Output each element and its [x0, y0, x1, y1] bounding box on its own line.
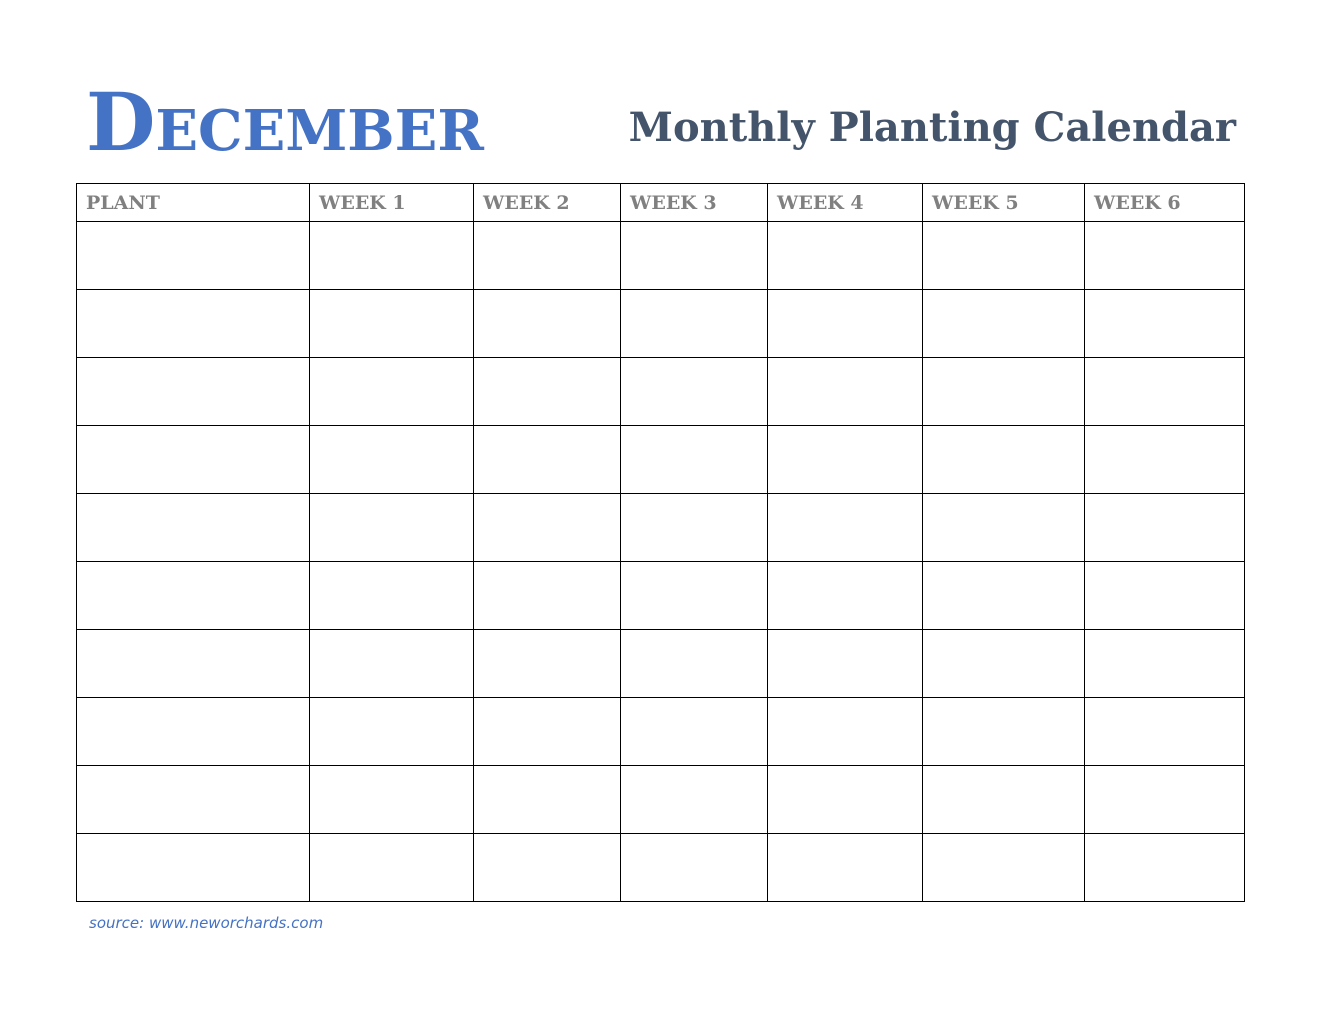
week-cell[interactable] — [621, 358, 768, 426]
plant-cell[interactable] — [77, 426, 310, 494]
week-cell[interactable] — [621, 834, 768, 902]
week-cell[interactable] — [621, 630, 768, 698]
week-cell[interactable] — [923, 426, 1085, 494]
week-cell[interactable] — [1085, 290, 1245, 358]
week-cell[interactable] — [768, 766, 923, 834]
table-row — [77, 766, 1245, 834]
week-cell[interactable] — [310, 630, 474, 698]
week-cell[interactable] — [621, 494, 768, 562]
plant-cell[interactable] — [77, 222, 310, 290]
week-cell[interactable] — [923, 698, 1085, 766]
table-row — [77, 562, 1245, 630]
column-header-week-6: WEEK 6 — [1085, 184, 1245, 222]
table-row — [77, 834, 1245, 902]
week-cell[interactable] — [310, 358, 474, 426]
week-cell[interactable] — [621, 222, 768, 290]
week-cell[interactable] — [310, 494, 474, 562]
week-cell[interactable] — [923, 494, 1085, 562]
week-cell[interactable] — [474, 766, 621, 834]
week-cell[interactable] — [474, 834, 621, 902]
week-cell[interactable] — [768, 698, 923, 766]
week-cell[interactable] — [923, 630, 1085, 698]
column-header-week-2: WEEK 2 — [474, 184, 621, 222]
table-row — [77, 358, 1245, 426]
week-cell[interactable] — [768, 562, 923, 630]
week-cell[interactable] — [621, 562, 768, 630]
plant-cell[interactable] — [77, 290, 310, 358]
week-cell[interactable] — [621, 766, 768, 834]
column-header-week-3: WEEK 3 — [621, 184, 768, 222]
table-row — [77, 426, 1245, 494]
week-cell[interactable] — [474, 358, 621, 426]
table-row — [77, 630, 1245, 698]
column-header-week-5: WEEK 5 — [923, 184, 1085, 222]
week-cell[interactable] — [1085, 426, 1245, 494]
week-cell[interactable] — [923, 290, 1085, 358]
week-cell[interactable] — [474, 494, 621, 562]
week-cell[interactable] — [768, 426, 923, 494]
week-cell[interactable] — [1085, 766, 1245, 834]
week-cell[interactable] — [768, 630, 923, 698]
week-cell[interactable] — [474, 630, 621, 698]
week-cell[interactable] — [310, 698, 474, 766]
table-header-row — [77, 184, 1245, 222]
week-cell[interactable] — [923, 358, 1085, 426]
plant-cell[interactable] — [77, 494, 310, 562]
week-cell[interactable] — [310, 562, 474, 630]
week-cell[interactable] — [474, 426, 621, 494]
week-cell[interactable] — [1085, 494, 1245, 562]
week-cell[interactable] — [310, 222, 474, 290]
week-cell[interactable] — [923, 562, 1085, 630]
column-header-plant: PLANT — [77, 184, 310, 222]
week-cell[interactable] — [768, 290, 923, 358]
page-subtitle: Monthly Planting Calendar — [628, 104, 1236, 151]
plant-cell[interactable] — [77, 562, 310, 630]
week-cell[interactable] — [621, 290, 768, 358]
column-header-week-1: WEEK 1 — [310, 184, 474, 222]
table-row — [77, 494, 1245, 562]
week-cell[interactable] — [1085, 698, 1245, 766]
week-cell[interactable] — [1085, 834, 1245, 902]
week-cell[interactable] — [310, 834, 474, 902]
week-cell[interactable] — [1085, 358, 1245, 426]
table-row — [77, 290, 1245, 358]
week-cell[interactable] — [1085, 630, 1245, 698]
week-cell[interactable] — [310, 426, 474, 494]
table-row — [77, 222, 1245, 290]
week-cell[interactable] — [923, 834, 1085, 902]
table-row — [77, 698, 1245, 766]
week-cell[interactable] — [768, 222, 923, 290]
week-cell[interactable] — [474, 562, 621, 630]
column-header-week-4: WEEK 4 — [768, 184, 923, 222]
week-cell[interactable] — [474, 222, 621, 290]
week-cell[interactable] — [768, 358, 923, 426]
plant-cell[interactable] — [77, 766, 310, 834]
planting-calendar-table — [76, 183, 1245, 902]
plant-cell[interactable] — [77, 834, 310, 902]
week-cell[interactable] — [474, 290, 621, 358]
week-cell[interactable] — [474, 698, 621, 766]
week-cell[interactable] — [310, 290, 474, 358]
week-cell[interactable] — [310, 766, 474, 834]
week-cell[interactable] — [1085, 562, 1245, 630]
week-cell[interactable] — [621, 426, 768, 494]
plant-cell[interactable] — [77, 698, 310, 766]
week-cell[interactable] — [621, 698, 768, 766]
plant-cell[interactable] — [77, 358, 310, 426]
week-cell[interactable] — [768, 494, 923, 562]
source-note: source: www.neworchards.com — [89, 914, 324, 932]
week-cell[interactable] — [923, 222, 1085, 290]
week-cell[interactable] — [923, 766, 1085, 834]
week-cell[interactable] — [1085, 222, 1245, 290]
week-cell[interactable] — [768, 834, 923, 902]
plant-cell[interactable] — [77, 630, 310, 698]
table-body — [77, 222, 1245, 902]
month-title: December — [86, 75, 484, 169]
